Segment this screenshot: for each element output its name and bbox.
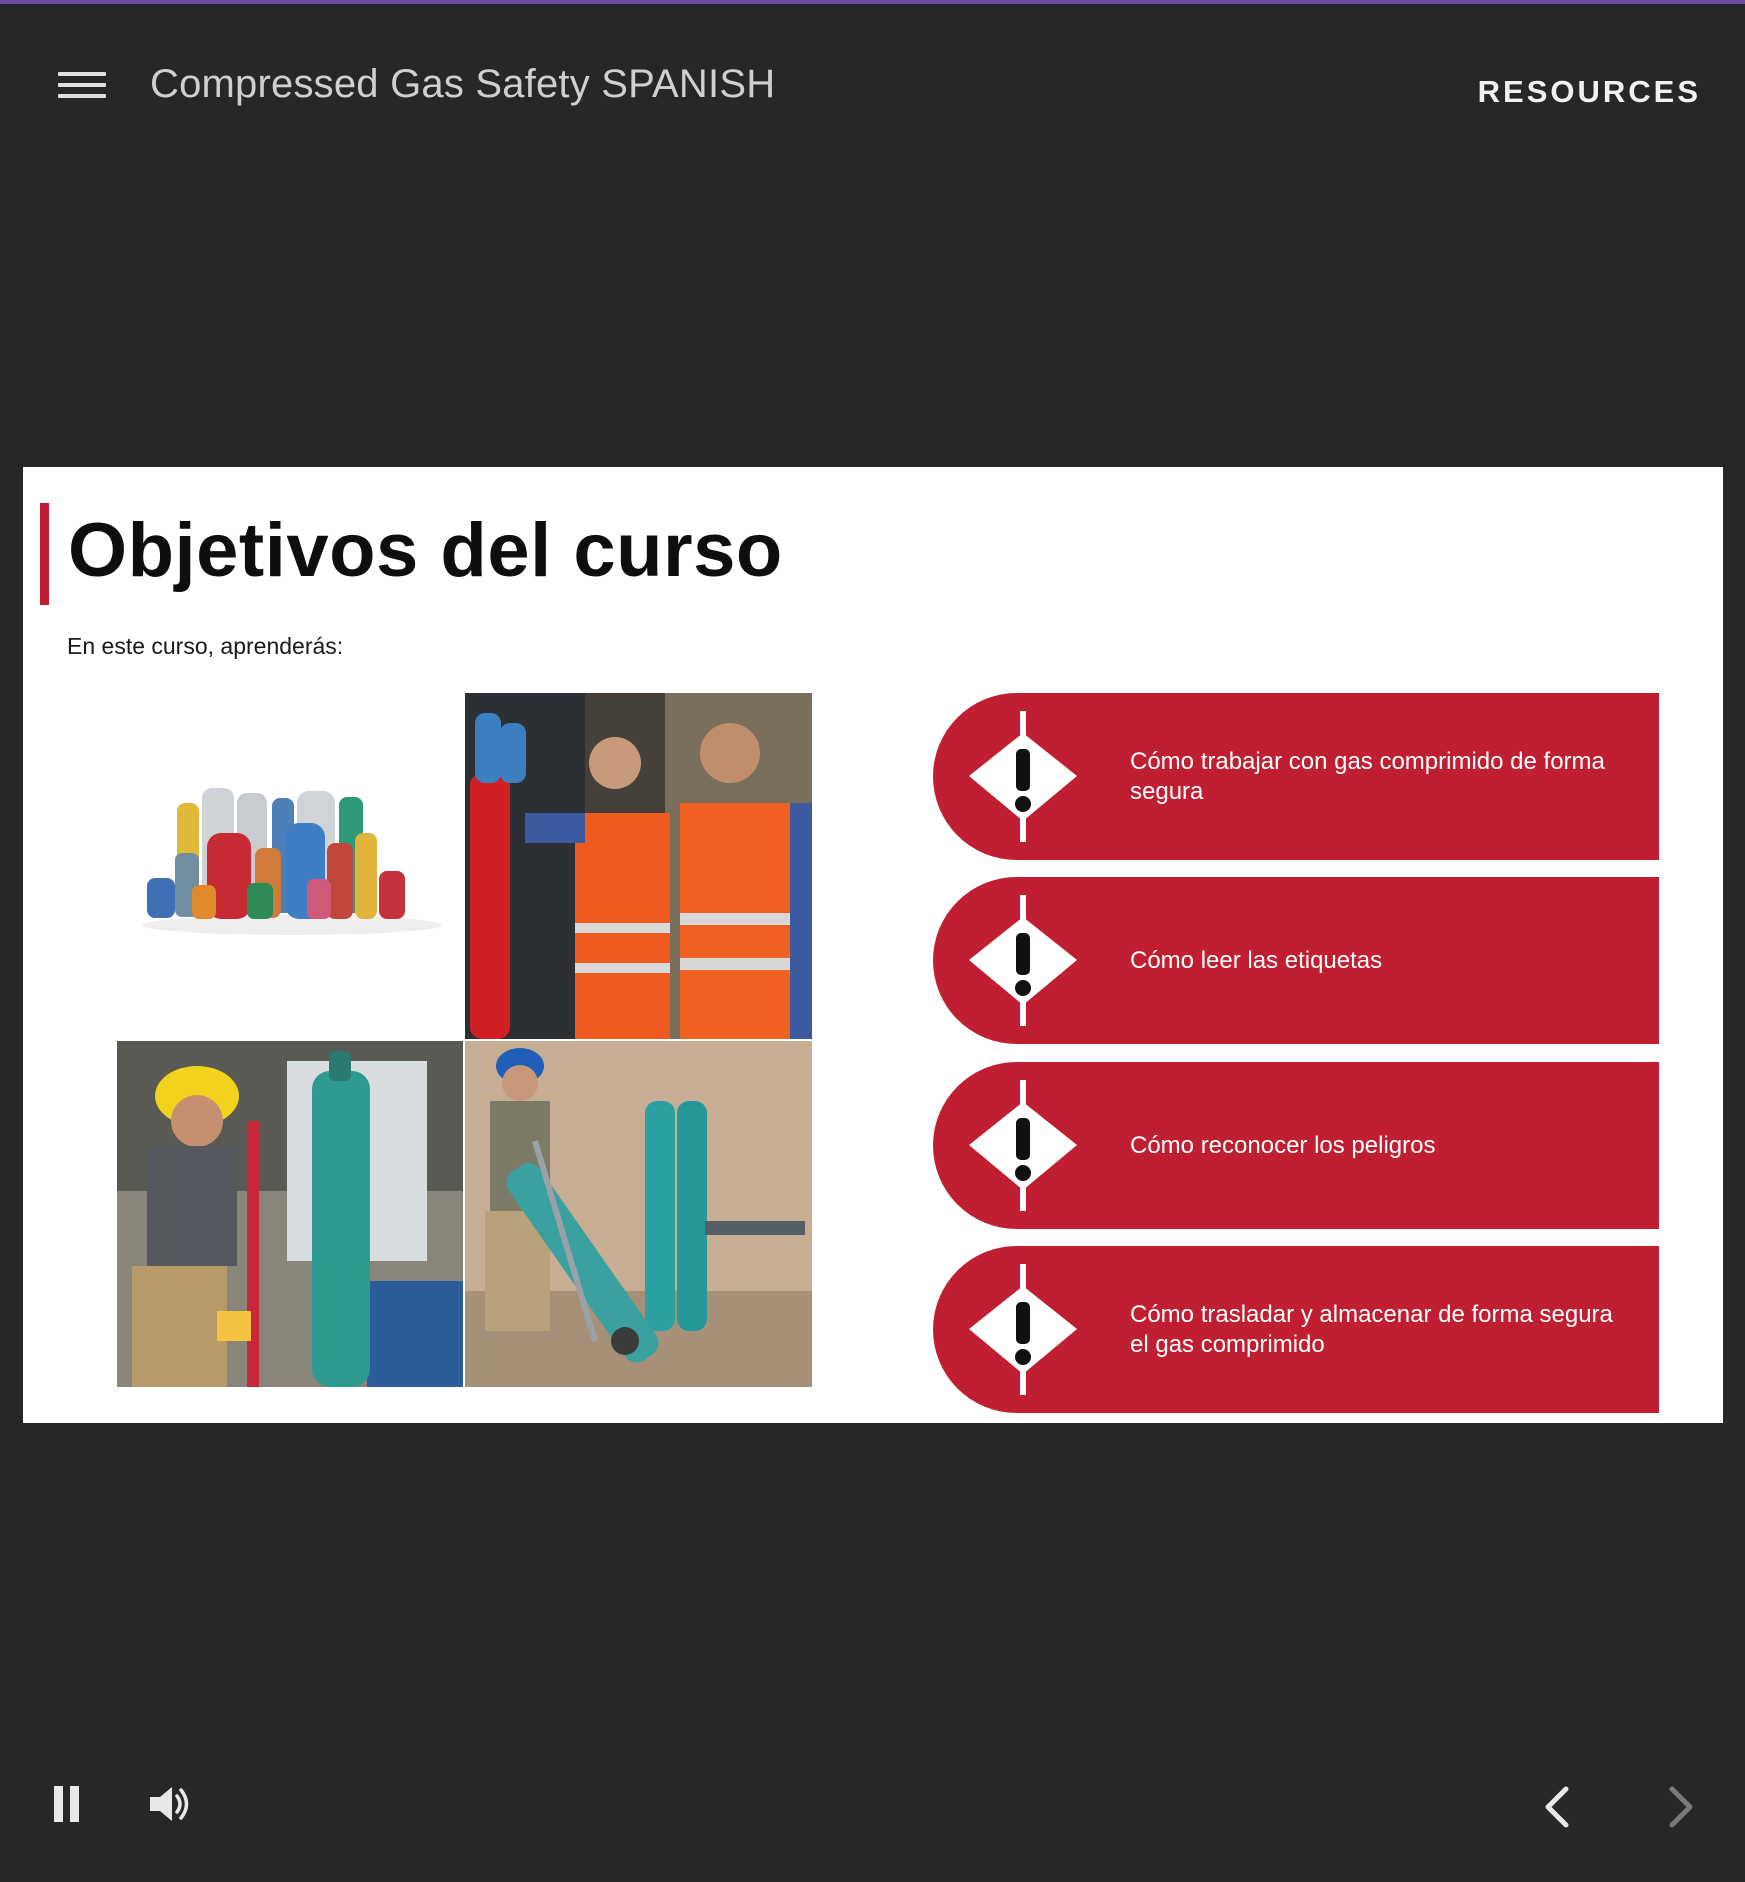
warning-diamond-icon bbox=[961, 895, 1085, 1026]
warning-diamond-icon bbox=[961, 1080, 1085, 1211]
gas-cylinders-photo bbox=[117, 693, 463, 1039]
objective-item bbox=[933, 877, 1659, 1044]
chevron-left-icon[interactable] bbox=[1538, 1784, 1578, 1830]
slide-canvas bbox=[23, 467, 1723, 1423]
workers-checking-cylinder-photo bbox=[465, 693, 812, 1039]
objective-text: Cómo trabajar con gas comprimido de forma segura bbox=[1130, 747, 1605, 805]
objective-item bbox=[933, 1062, 1659, 1229]
course-title: Compressed Gas Safety SPANISH bbox=[150, 62, 776, 106]
objective-text: Cómo leer las etiquetas bbox=[1130, 946, 1383, 974]
hamburger-menu-icon[interactable] bbox=[58, 72, 106, 106]
warning-diamond-icon bbox=[961, 1264, 1085, 1395]
objective-text: Cómo reconocer los peligros bbox=[1130, 1131, 1436, 1159]
resources-button[interactable]: RESOURCES bbox=[1477, 74, 1701, 109]
objective-item bbox=[933, 693, 1659, 860]
player-header bbox=[0, 4, 1745, 164]
title-accent-bar bbox=[40, 503, 49, 605]
slide-intro-text: En este curso, aprenderás: bbox=[67, 633, 344, 659]
slide-title: Objetivos del curso bbox=[68, 508, 783, 593]
volume-icon[interactable] bbox=[148, 1783, 194, 1825]
pause-icon[interactable] bbox=[52, 1786, 84, 1824]
worker-hand-truck-cylinder-photo bbox=[465, 1041, 812, 1387]
objective-item bbox=[933, 1246, 1659, 1413]
objective-text: Cómo trasladar y almacenar de forma segura el gas comprimido bbox=[1130, 1300, 1613, 1358]
chevron-right-icon[interactable] bbox=[1660, 1784, 1700, 1830]
worker-moving-cylinder-photo bbox=[117, 1041, 463, 1387]
photo-collage bbox=[117, 693, 812, 1387]
warning-diamond-icon bbox=[961, 711, 1085, 842]
